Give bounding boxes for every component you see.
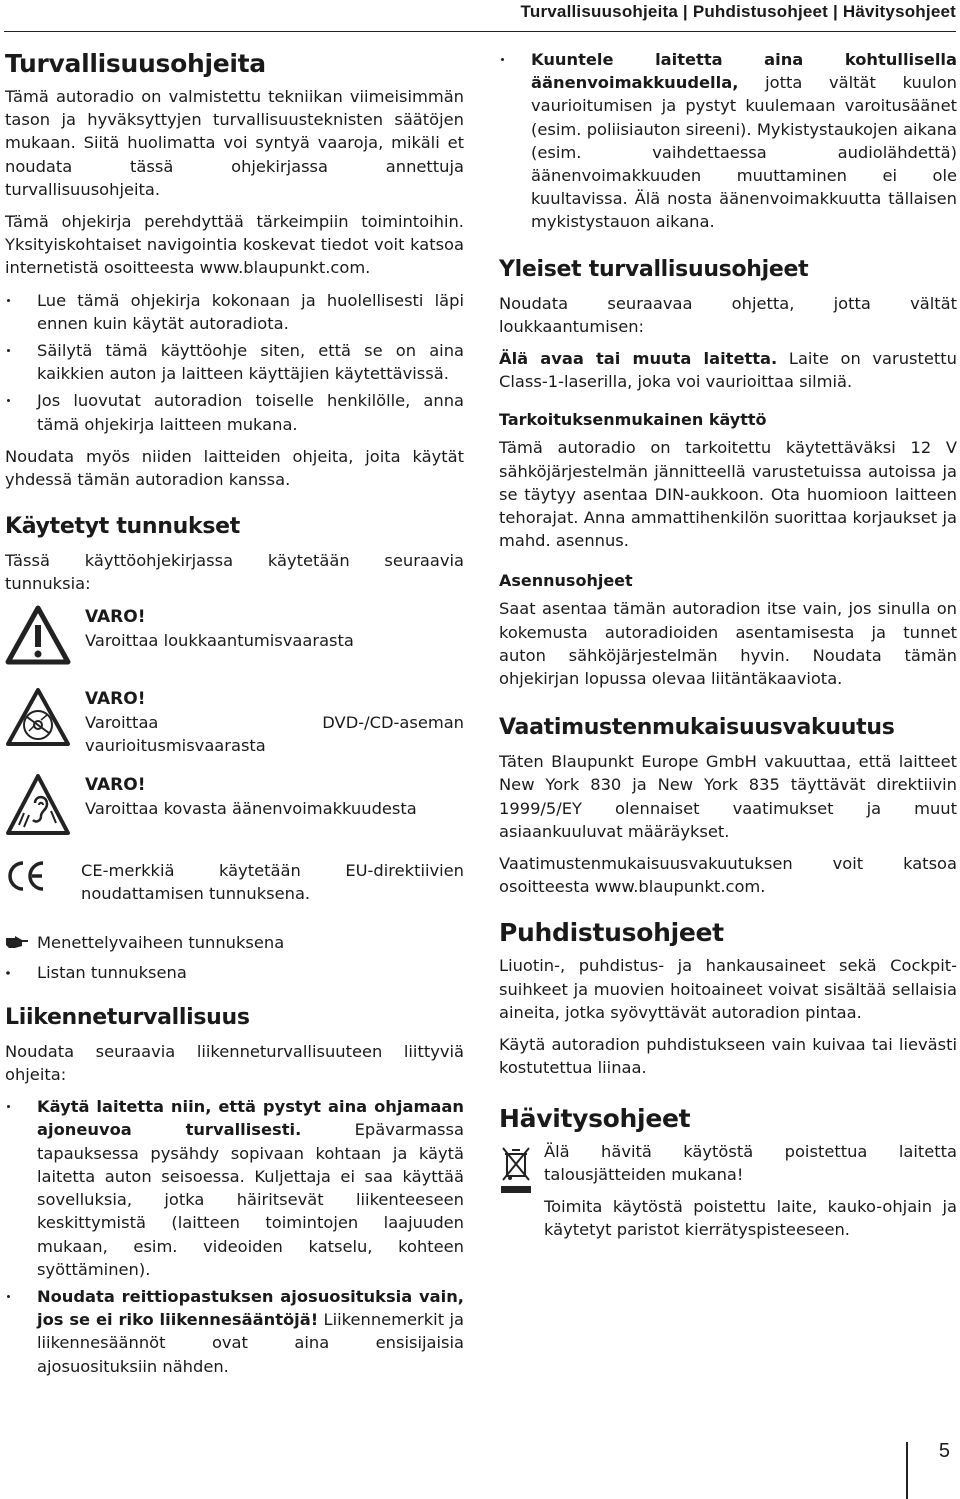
list-item: Jos luovutat autoradion toiselle henkilölle, anna tämä ohjekirja laitteen mukana.: [5, 389, 464, 435]
conformity-title: Vaatimustenmukaisuusvakuutus: [499, 715, 895, 741]
installation-title: Asennusohjeet: [499, 571, 633, 591]
conformity-text-1: Täten Blaupunkt Europe GmbH vakuuttaa, että laitteet New York 830 ja New York 835 täyttävät direktiivin 1999/5/EY olennaiset vaatimukset ja muut asiaankuuluvat määräykset.: [499, 752, 957, 841]
symbol-title: VARO!: [85, 606, 146, 627]
list-item: Säilytä tämä käyttöohje siten, että se on aina kaikkien auton ja laitteen käyttäjien käytettävissä.: [5, 339, 464, 385]
intended-use-text: Tämä autoradio on tarkoitettu käytettäväksi 12 V sähköjärjestelmän jännitteellä varustetuissa autoissa ja se täytyy asentaa DIN-aukkoon. Ota huomioon laitteen tehorajat. Anna ammattihenkilön suorittaa korjaukset ja mahd. asennus.: [499, 438, 957, 551]
disposal-text-1: Älä hävitä käytöstä poistettua laitetta talousjätteiden mukana!: [544, 1141, 957, 1184]
safety-intro-1: Tämä autoradio on valmistettu tekniikan viimeisimmän tason ja hyväksyttyjen turvallisuusteknisten säätöjen mukaan. Siitä huolimatta voi syntyä vaaroja, mikäli et noudata tässä ohjekirjassa annettuja turvallisuusohjeita.: [5, 87, 464, 199]
legend-row-list: [5, 961, 464, 984]
symbols-title: Käytetyt tunnukset: [5, 514, 240, 540]
traffic-bullet-list: [5, 1095, 464, 1377]
symbol-desc: Varoittaa kovasta äänenvoimakkuudesta: [85, 799, 417, 819]
warning-triangle-icon: [5, 605, 85, 669]
installation-text: Saat asentaa tämän autoradion itse vain, jos sinulla on kokemusta autoradioiden asentamisesta ja tunnet auton sähköjärjestelmän hyvin. Noudata tämän ohjekirjan lopussa olevaa liitäntäkaaviota.: [499, 599, 957, 689]
legend-text: Listan tunnuksena: [37, 962, 187, 982]
safety-intro-2: Tämä ohjekirja perehdyttää tärkeimpiin toimintoihin. Yksityiskohtaiset navigointia koskevat tiedot voit katsoa internetistä osoitteesta www.blaupunkt.com.: [5, 212, 464, 278]
list-item-text: jotta vältät kuulon vaurioitumisen ja pystyt kuulemaan varoitusäänet (esim. poliisiauton sireeni). Mykistystaukojen aikana (esim. vaihdettaessa audiolähdettä) äänenvoimakkuuden muuttaminen ei ole kuultavissa. Älä nosta äänenvoimakkuutta tällaisen mykistystauon aikana.: [531, 73, 957, 232]
symbol-title: VARO!: [85, 688, 146, 709]
safety-outro: Noudata myös niiden laitteiden ohjeita, joita käytät yhdessä tämän autoradion kanssa.: [5, 446, 464, 490]
crossed-bin-icon: [499, 1140, 544, 1198]
disc-damage-warning-icon: [5, 687, 85, 751]
cleaning-title: Puhdistusohjeet: [499, 918, 724, 948]
disposal-block: [499, 1140, 957, 1251]
header-title: Turvallisuusohjeita | Puhdistusohjeet | Hävitysohjeet: [520, 2, 956, 21]
page-number: 5: [938, 1440, 950, 1462]
legend-text: Menettelyvaiheen tunnuksena: [37, 933, 285, 953]
page-number-rule: [906, 1442, 908, 1499]
symbol-desc: Varoittaa loukkaantumisvaarasta: [85, 630, 354, 650]
list-item: [5, 1095, 464, 1281]
safety-bullet-list: [5, 289, 464, 436]
traffic-intro: Noudata seuraavia liikenneturvallisuuteen liittyviä ohjeita:: [5, 1041, 464, 1085]
laser-warning: [499, 347, 957, 393]
list-item-text: Liikennemerkit ja liikennesäännöt ovat aina ensisijaisia ajosuosituksiin nähden.: [37, 1310, 464, 1376]
symbol-row-disc: [5, 687, 464, 757]
left-column: [5, 45, 464, 1387]
symbol-row-hearing: [5, 773, 464, 841]
laser-warning-text: Laite on varustettu Class-1-laserilla, joka voi vaurioittaa silmiä.: [499, 349, 957, 392]
cleaning-text-2: Käytä autoradion puhdistukseen vain kuivaa tai lievästi kostutettua liinaa.: [499, 1035, 957, 1078]
general-title: Yleiset turvallisuusohjeet: [499, 256, 809, 282]
list-item: [5, 1285, 464, 1378]
legend-row-step: [5, 931, 464, 954]
traffic-bullet-list-continued: [499, 48, 957, 234]
disposal-title: Hävitysohjeet: [499, 1103, 691, 1133]
laser-warning-bold: Älä avaa tai muuta laitetta.: [499, 349, 778, 369]
symbol-desc: Varoittaa DVD-/CD-aseman vaurioitusmisvaarasta: [85, 712, 464, 755]
ce-text: CE-merkkiä käytetään EU-direktiivien noudattamisen tunnuksena.: [81, 861, 464, 904]
disposal-text-2: Toimita käytöstä poistettu laite, kauko-ohjain ja käytetyt paristot kierrätyspisteeseen.: [544, 1196, 957, 1240]
ce-mark-icon: [5, 859, 81, 897]
cleaning-text-1: Liuotin-, puhdistus- ja hankausaineet sekä Cockpit-suihkeet ja muovien hoitoaineet voivat sisältää sellaisia aineita, jotka syövyttävät autoradion pintaa.: [499, 956, 957, 1022]
page-header: [4, 0, 956, 32]
list-item-text: Epävarmassa tapauksessa pysähdy sopivaan kohtaan ja käytä laitetta auton seisoessa. Kuljettaja ei saa käyttää sovelluksia, jotka häiritsevät liikenteeseen keskittymistä (laitteen toimintojen laajuuden mukaan, esim. videoiden katselu, kohteen syöttäminen).: [37, 1120, 464, 1279]
list-item-bold: Noudata reittiopastuksen ajosuosituksia vain, jos se ei riko liikennesääntöjä!: [37, 1286, 464, 1330]
hearing-damage-warning-icon: [5, 773, 85, 841]
intended-use-title: Tarkoituksenmukainen käyttö: [499, 410, 767, 430]
bullet-icon: [5, 963, 37, 982]
symbols-intro: Tässä käyttöohjekirjassa käytetään seuraavia tunnuksia:: [5, 551, 464, 594]
general-intro: Noudata seuraavaa ohjetta, jotta vältät loukkaantumisen:: [499, 293, 957, 336]
symbol-row-injury: [5, 605, 464, 669]
pointing-hand-icon: [5, 934, 37, 953]
conformity-text-2: Vaatimustenmukaisuusvakuutuksen voit katsoa osoitteesta www.blaupunkt.com.: [499, 854, 957, 897]
symbol-title: VARO!: [85, 775, 146, 796]
list-item: [499, 48, 957, 234]
list-item-bold: Kuuntele laitetta aina kohtullisella äänenvoimakkuudella,: [531, 50, 957, 93]
right-column: [499, 48, 957, 1250]
list-item-bold: Käytä laitetta niin, että pystyt aina ohjamaan ajoneuvoa turvallisesti.: [37, 1097, 464, 1140]
list-item: Lue tämä ohjekirja kokonaan ja huolellisesti läpi ennen kuin käytät autoradiota.: [5, 289, 464, 335]
safety-title: Turvallisuusohjeita: [5, 49, 266, 78]
traffic-title: Liikenneturvallisuus: [5, 1004, 250, 1030]
symbol-row-ce: [5, 859, 464, 905]
